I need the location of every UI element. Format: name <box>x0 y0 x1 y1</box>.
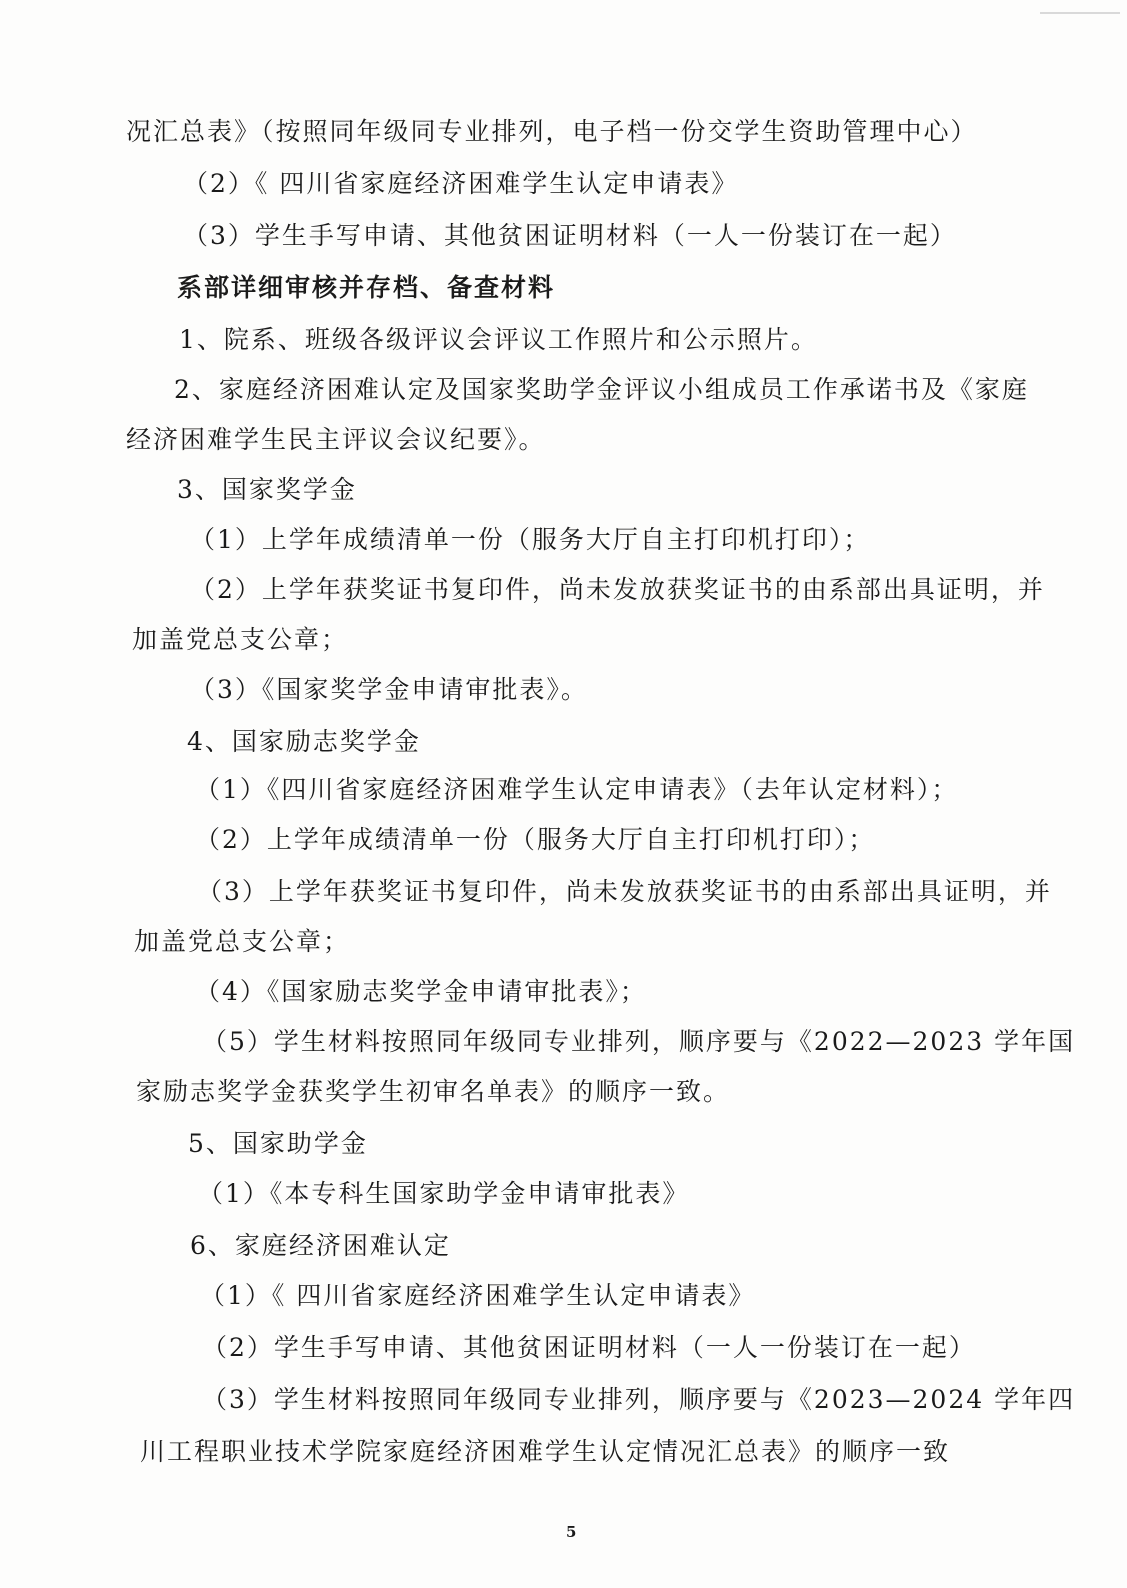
section-heading: 系部详细审核并存档、备查材料 <box>177 273 556 302</box>
text-line-22: （1）《本专科生国家助学金申请审批表》 <box>198 1179 690 1208</box>
text-line-10: （2）上学年获奖证书复印件，尚未发放获奖证书的由系部出具证明，并 <box>190 575 1045 604</box>
text-line-5: 1、院系、班级各级评议会评议工作照片和公示照片。 <box>179 325 818 354</box>
text-line-23: 6、家庭经济困难认定 <box>190 1231 451 1260</box>
text-line-15: （2）上学年成绩清单一份（服务大厅自主打印机打印）； <box>195 825 876 854</box>
text-line-8: 3、国家奖学金 <box>177 475 357 504</box>
text-line-12: （3）《国家奖学金申请审批表》。 <box>190 675 588 704</box>
page-number: 5 <box>566 1523 577 1541</box>
text-line-11: 加盖党总支公章； <box>132 625 349 654</box>
text-line-24: （1）《 四川省家庭经济困难学生认定申请表》 <box>200 1281 756 1310</box>
text-line-2: （2）《 四川省家庭经济困难学生认定申请表》 <box>183 169 739 198</box>
text-line-18: （4）《国家励志奖学金申请审批表》； <box>195 977 647 1006</box>
text-line-1: 况汇总表》（按照同年级同专业排列，电子档一份交学生资助管理中心） <box>126 117 978 146</box>
text-line-3: （3）学生手写申请、其他贫困证明材料（一人一份装订在一起） <box>183 221 957 250</box>
text-line-16: （3）上学年获奖证书复印件，尚未发放获奖证书的由系部出具证明，并 <box>197 877 1052 906</box>
text-line-19: （5）学生材料按照同年级同专业排列，顺序要与《2022—2023 学年国 <box>202 1027 1076 1056</box>
text-line-20: 家励志奖学金获奖学生初审名单表》的顺序一致。 <box>136 1077 731 1106</box>
text-line-9: （1）上学年成绩清单一份（服务大厅自主打印机打印）； <box>190 525 871 554</box>
text-line-21: 5、国家助学金 <box>188 1129 368 1158</box>
text-line-26: （3）学生材料按照同年级同专业排列，顺序要与《2023—2024 学年四 <box>202 1385 1076 1414</box>
text-line-25: （2）学生手写申请、其他贫困证明材料（一人一份装订在一起） <box>202 1333 976 1362</box>
text-line-7: 经济困难学生民主评议会议纪要》。 <box>126 425 546 454</box>
text-line-6: 2、家庭经济困难认定及国家奖助学金评议小组成员工作承诺书及《家庭 <box>174 375 1029 404</box>
text-line-14: （1）《四川省家庭经济困难学生认定申请表》（去年认定材料）； <box>195 775 959 804</box>
text-line-13: 4、国家励志奖学金 <box>187 727 421 756</box>
text-line-27: 川工程职业技术学院家庭经济困难学生认定情况汇总表》的顺序一致 <box>140 1437 951 1466</box>
text-line-17: 加盖党总支公章； <box>134 927 351 956</box>
scan-edge-mark <box>1040 12 1120 14</box>
